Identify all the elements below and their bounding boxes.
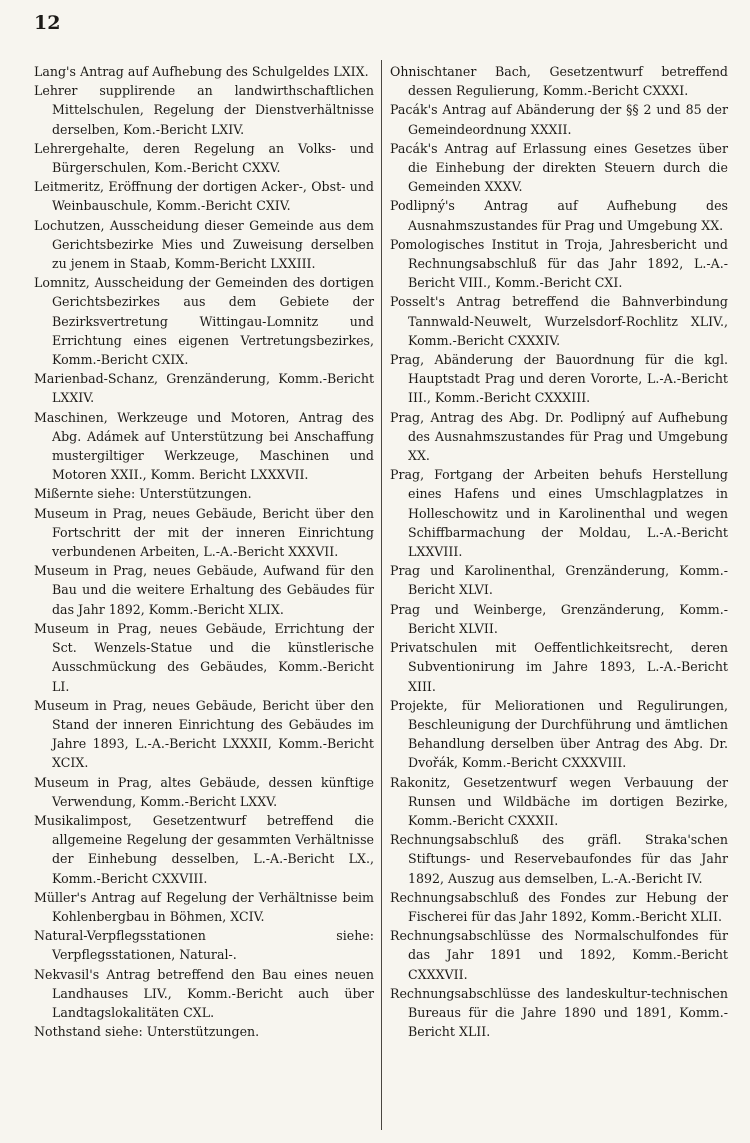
index-entry: Leitmeritz, Eröffnung der dortigen Acker-, Obst- und Weinbauschule, Komm.-Bericht CXIV. — [34, 179, 374, 214]
index-entry: Natural-Verpflegsstationen siehe: Verpflegsstationen, Natural-. — [34, 928, 374, 963]
index-entry: Rechnungsabschlüsse des Normalschulfondes für das Jahr 1891 und 1892, Komm.-Bericht CXXXVII. — [390, 928, 728, 982]
index-entry: Lehrergehalte, deren Regelung an Volks- und Bürgerschulen, Kom.-Bericht CXXV. — [34, 140, 374, 176]
index-entry: Pacák's Antrag auf Abänderung der §§ 2 und 85 der Gemeindeordnung XXXII. — [390, 102, 728, 137]
index-entry: Prag, Antrag des Abg. Dr. Podlipný auf Aufhebung des Ausnahmszustandes für Prag und Umgebung XX. — [390, 409, 728, 464]
index-entry: Privatschulen mit Oeffentlichkeitsrecht, deren Subventionirung im Jahre 1893, L.-A.-Bericht XIII. — [390, 640, 728, 694]
index-entry: Rechnungsabschlüsse des landeskultur-technischen Bureaus für die Jahre 1890 und 1891, Komm.-Bericht XLII. — [390, 985, 728, 1040]
index-entry: Pacák's Antrag auf Erlassung eines Gesetzes über die Einhebung der direkten Steuern durch die Gemeinden XXXV. — [390, 140, 728, 195]
index-entry: Rechnungsabschluß des gräfl. Straka'schen Stiftungs- und Reservebaufondes für das Jahr 1892, Auszug aus demselben, L.-A.-Bericht IV. — [390, 832, 728, 886]
index-entry: Nekvasil's Antrag betreffend den Bau eines neuen Landhauses LIV., Komm.-Bericht auch über Landtagslokalitäten CXL. — [34, 966, 374, 1020]
index-entry: Prag und Weinberge, Grenzänderung, Komm.-Bericht XLVII. — [390, 601, 728, 636]
index-entry: Museum in Prag, neues Gebäude, Aufwand für den Bau und die weitere Erhaltung des Gebäudes für das Jahr 1892, Komm.-Bericht XLIX. — [34, 563, 374, 617]
index-entry: Musikalimpost, Gesetzentwurf betreffend die allgemeine Regelung der gesammten Verhältnisse der Einhebung desselben, L.-A.-Bericht LX., Komm.-Bericht CXXVIII. — [34, 812, 374, 886]
index-entry: Maschinen, Werkzeuge und Motoren, Antrag des Abg. Adámek auf Unterstützung bei Anschaffung mustergiltiger Werkzeuge, Maschinen und Motoren XXII., Komm. Bericht LXXXVII. — [34, 409, 374, 483]
index-entry: Lang's Antrag auf Aufhebung des Schulgeldes LXIX. — [34, 64, 369, 79]
index-entry: Museum in Prag, neues Gebäude, Errichtung der Sct. Wenzels-Statue und die künstlerische Ausschmückung des Gebäudes, Komm.-Bericht LI. — [34, 620, 374, 694]
index-entry: Lehrer supplirende an landwirthschaftlichen Mittelschulen, Regelung der Dienstverhältnisse derselben, Kom.-Bericht LXIV. — [34, 83, 374, 137]
index-entry: Prag und Karolinenthal, Grenzänderung, Komm.-Bericht XLVI. — [390, 563, 728, 598]
left-column — [34, 62, 374, 1041]
index-entry: Marienbad-Schanz, Grenzänderung, Komm.-Bericht LXXIV. — [34, 371, 374, 406]
index-entry: Museum in Prag, neues Gebäude, Bericht über den Fortschritt der mit der inneren Einrichtung verbundenen Arbeiten, L.-A.-Bericht XXXVII. — [34, 505, 374, 560]
column-divider — [381, 60, 382, 1130]
index-entry: Ohnischtaner Bach, Gesetzentwurf betreffend dessen Regulierung, Komm.-Bericht CXXXI. — [390, 64, 728, 99]
index-entry: Projekte, für Meliorationen und Regulirungen, Beschleunigung der Durchführung und ämtlichen Behandlung derselben über Antrag des Abg. Dr. Dvořák, Komm.-Bericht CXXXVIII. — [390, 697, 728, 771]
index-entry: Rechnungsabschluß des Fondes zur Hebung der Fischerei für das Jahr 1892, Komm.-Bericht XLII. — [390, 889, 728, 924]
page-number: 12 — [34, 12, 61, 34]
index-entry: Lochutzen, Ausscheidung dieser Gemeinde aus dem Gerichtsbezirke Mies und Zuweisung derselben zu jenem in Staab, Komm-Bericht LXXIII. — [34, 217, 374, 272]
index-entry: Nothstand siehe: Unterstützungen. — [34, 1024, 260, 1040]
index-entry: Pomologisches Institut in Troja, Jahresbericht und Rechnungsabschluß für das Jahr 1892, L.-A.-Bericht VIII., Komm.-Bericht CXI. — [390, 236, 728, 291]
index-entry: Müller's Antrag auf Regelung der Verhältnisse beim Kohlenbergbau in Böhmen, XCIV. — [34, 889, 374, 924]
index-entry: Prag, Abänderung der Bauordnung für die kgl. Hauptstadt Prag und deren Vororte, L.-A.-Bericht III., Komm.-Bericht CXXXIII. — [390, 352, 728, 406]
index-entry: Posselt's Antrag betreffend die Bahnverbindung Tannwald-Neuwelt, Wurzelsdorf-Rochlitz XLIV., Komm.-Bericht CXXXIV. — [390, 294, 728, 348]
index-entry: Mißernte siehe: Unterstützungen. — [34, 486, 252, 502]
index-entry: Museum in Prag, altes Gebäude, dessen künftige Verwendung, Komm.-Bericht LXXV. — [34, 774, 374, 809]
index-entry: Prag, Fortgang der Arbeiten behufs Herstellung eines Hafens und eines Umschlagplatzes in Holleschowitz und in Karolinenthal und wegen Schiffbarmachung der Moldau, L.-A.-Bericht LXXVIII. — [390, 467, 728, 560]
right-column — [390, 62, 728, 1041]
index-entry: Podlipný's Antrag auf Aufhebung des Ausnahmszustandes für Prag und Umgebung XX. — [390, 198, 728, 233]
index-entry: Rakonitz, Gesetzentwurf wegen Verbauung der Runsen und Wildbäche im dortigen Bezirke, Komm.-Bericht CXXXII. — [390, 774, 728, 828]
index-entry: Lomnitz, Ausscheidung der Gemeinden des dortigen Gerichtsbezirkes aus dem Gebiete der Bezirksvertretung Wittingau-Lomnitz und Errichtung eines eigenen Vertretungsbezirkes, Komm.-Bericht CXIX. — [34, 275, 374, 368]
index-entry: Museum in Prag, neues Gebäude, Bericht über den Stand der inneren Einrichtung des Gebäudes im Jahre 1893, L.-A.-Bericht LXXXII, Komm.-Bericht XCIX. — [34, 697, 374, 771]
